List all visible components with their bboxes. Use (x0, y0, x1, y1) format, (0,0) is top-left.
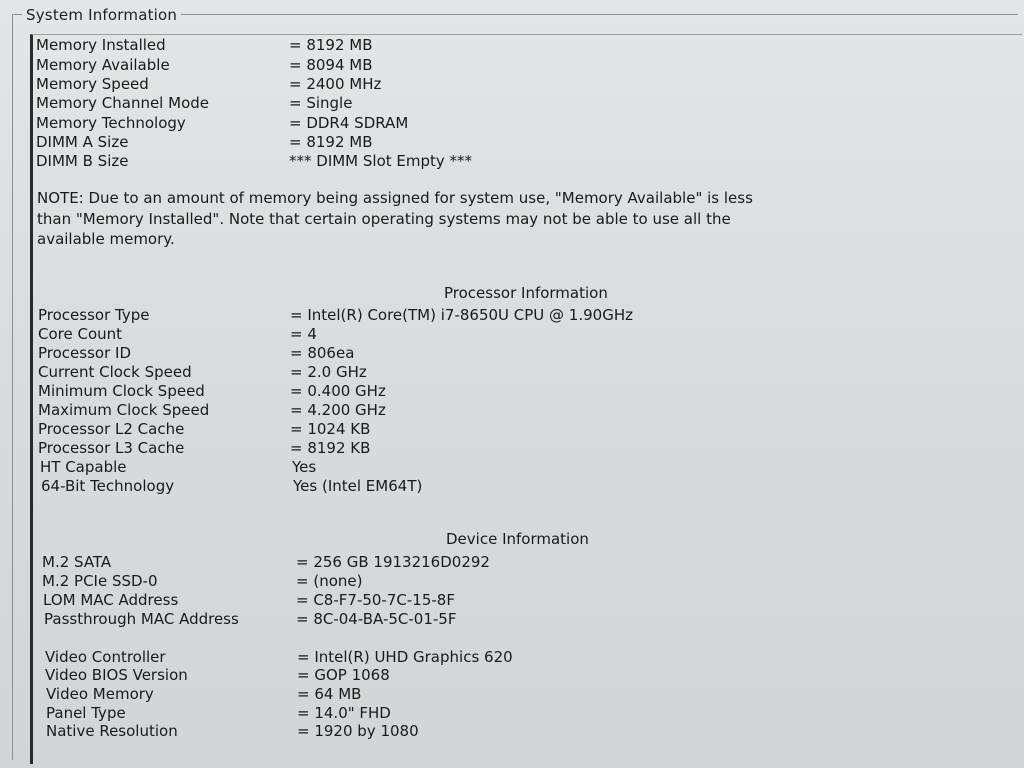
processor-row-value: = Intel(R) Core(TM) i7-8650U CPU @ 1.90GHz (290, 306, 633, 324)
processor-row-value: = 1024 KB (290, 420, 371, 438)
processor-row-value: = 4.200 GHz (290, 401, 386, 419)
video-row-label: Video Memory (46, 685, 154, 703)
memory-row-label: Memory Available (36, 56, 170, 74)
memory-row-label: DIMM B Size (36, 152, 129, 170)
memory-row-value: *** DIMM Slot Empty *** (289, 152, 473, 170)
processor-row-label: Core Count (38, 325, 123, 343)
memory-row-value: = Single (289, 94, 353, 112)
processor-row-value: = 2.0 GHz (290, 363, 367, 381)
video-row-value: = 1920 by 1080 (297, 722, 419, 740)
processor-row-value: = 0.400 GHz (290, 382, 386, 400)
memory-row-label: Memory Installed (36, 36, 166, 54)
memory-row-value: = DDR4 SDRAM (289, 114, 409, 132)
processor-row-label: Processor L3 Cache (38, 439, 185, 457)
memory-row-label: Memory Speed (36, 75, 149, 93)
processor-row-value: = 8192 KB (290, 439, 371, 457)
memory-row-value: = 8094 MB (289, 56, 373, 74)
memory-row-label: Memory Channel Mode (36, 94, 209, 112)
memory-row-value: = 8192 MB (289, 133, 373, 151)
device-row-value: = C8-F7-50-7C-15-8F (296, 591, 455, 609)
memory-note-line: than "Memory Installed". Note that certain operating systems may not be able to use all the (37, 209, 731, 228)
device-row-label: M.2 PCIe SSD-0 (42, 572, 158, 590)
device-section-title: Device Information (446, 530, 589, 548)
processor-row-label: Maximum Clock Speed (38, 401, 210, 419)
processor-row-value: Yes (292, 458, 317, 476)
processor-row-label: HT Capable (40, 458, 127, 476)
memory-note-line: available memory. (37, 230, 175, 248)
device-row-value: = 8C-04-BA-5C-01-5F (296, 610, 457, 628)
processor-row-value: Yes (Intel EM64T) (293, 477, 423, 495)
device-row-value: = 256 GB 1913216D0292 (296, 553, 490, 571)
processor-row-label: Processor ID (38, 344, 131, 362)
memory-row-value: = 2400 MHz (289, 75, 382, 93)
video-row-label: Native Resolution (46, 722, 178, 740)
device-row-label: M.2 SATA (42, 553, 112, 571)
memory-note-line: NOTE: Due to an amount of memory being assigned for system use, "Memory Available" is less (37, 189, 753, 207)
device-row-label: LOM MAC Address (43, 591, 179, 609)
device-row-value: = (none) (296, 572, 363, 590)
processor-row-label: Current Clock Speed (38, 363, 192, 381)
video-row-label: Video Controller (45, 648, 166, 666)
processor-row-value: = 806ea (290, 344, 355, 362)
memory-row-label: Memory Technology (36, 114, 186, 132)
processor-row-value: = 4 (290, 325, 317, 343)
group-title: System Information (22, 6, 181, 24)
video-row-label: Video BIOS Version (45, 666, 188, 684)
processor-section-title: Processor Information (444, 284, 608, 302)
device-row-label: Passthrough MAC Address (44, 610, 239, 628)
memory-row-value: = 8192 MB (289, 36, 373, 54)
video-row-value: = GOP 1068 (297, 666, 390, 684)
video-row-value: = 14.0" FHD (297, 704, 391, 722)
video-row-value: = 64 MB (297, 685, 362, 703)
video-row-value: = Intel(R) UHD Graphics 620 (297, 648, 513, 666)
processor-row-label: 64-Bit Technology (41, 477, 175, 495)
processor-row-label: Minimum Clock Speed (38, 382, 205, 400)
video-row-label: Panel Type (46, 704, 126, 722)
memory-note (37, 188, 937, 250)
memory-row-label: DIMM A Size (36, 133, 129, 151)
processor-row-label: Processor L2 Cache (38, 420, 185, 438)
processor-row-label: Processor Type (38, 306, 150, 324)
